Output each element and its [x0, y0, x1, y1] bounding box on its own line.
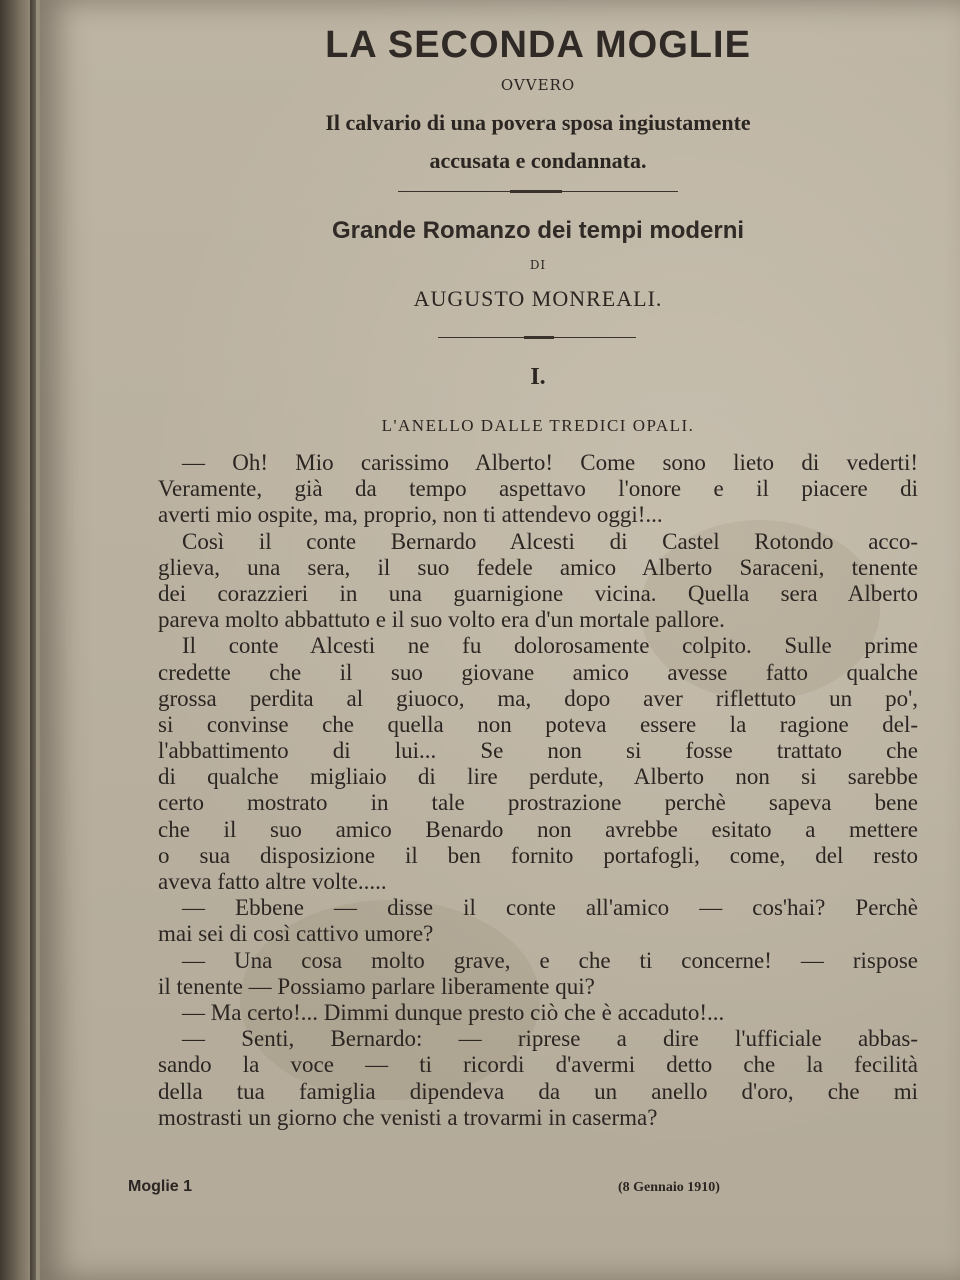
divider-rule-accent [524, 336, 554, 339]
divider-rule-accent [510, 190, 562, 193]
spine-edge [30, 0, 36, 1280]
novel-subtitle: Grande Romanzo dei tempi moderni [331, 217, 745, 244]
text-line: mostrasti un giorno che venisti a trovarmi in caserma? [158, 1104, 658, 1130]
text-line: l'abbattimento di lui... Se non si fosse trattato che [158, 738, 918, 764]
footer-signature: Moglie 1 [128, 1178, 193, 1195]
text-line: Veramente, già da tempo aspettavo l'onore e il piacere di [158, 476, 918, 502]
text-line: — Una cosa molto grave, e che ti concerne! — rispose [182, 947, 918, 973]
ovvero-label: OVVERO [500, 76, 576, 94]
text-line: pareva molto abbattuto e il suo volto era d'un mortale pallore. [158, 607, 725, 633]
footer-date: (8 Gennaio 1910) [618, 1180, 720, 1195]
subtitle-line: accusata e condannata. [429, 148, 647, 173]
text-line: — Oh! Mio carissimo Alberto! Come sono lieto di vederti! [182, 450, 918, 475]
text-line: o sua disposizione il ben fornito portafogli, come, del resto [158, 842, 918, 868]
book-subtitle [158, 104, 918, 180]
text-line: si convinse che quella non poteva essere la ragione del- [158, 711, 918, 737]
author-name: AUGUSTO MONREALI. [413, 286, 663, 311]
text-line: che il suo amico Benardo non avrebbe esitato a mettere [158, 816, 918, 842]
chapter-number: I. [530, 364, 546, 390]
text-line: di qualche migliaio di lire perdute, Alberto non si sarebbe [158, 764, 918, 790]
text-line: certo mostrato in tale prostrazione perchè sapeva bene [158, 790, 918, 816]
chapter-title: L'ANELLO DALLE TREDICI OPALI. [381, 416, 695, 435]
text-line: Così il conte Bernardo Alcesti di Castel Rotondo acco- [182, 528, 918, 554]
text-line: — Senti, Bernardo: — riprese a dire l'ufficiale abbas- [182, 1026, 918, 1052]
text-line: Il conte Alcesti ne fu dolorosamente colpito. Sulle prime [182, 633, 918, 659]
book-title: LA SECONDA MOGLIE [325, 24, 751, 66]
text-line: averti mio ospite, ma, proprio, non ti attendevo oggi!... [158, 502, 663, 528]
text-line: dei corazzieri in una guarnigione vicina. Quella sera Alberto [158, 580, 918, 606]
text-line: — Ebbene — disse il conte all'amico — cos'hai? Perchè [182, 895, 918, 921]
text-line: — Ma certo!... Dimmi dunque presto ciò che è accaduto!... [182, 999, 725, 1025]
book-page [40, 0, 960, 1280]
body-text [158, 450, 918, 1131]
text-line: il tenente — Possiamo parlare liberamente qui? [158, 973, 595, 999]
text-line: credette che il suo giovane amico avesse fatto qualche [158, 659, 918, 685]
di-label: DI [529, 258, 547, 272]
text-line: sando la voce — ti ricordi d'avermi detto che la fecilità [158, 1052, 918, 1078]
text-line: grossa perdita al giuoco, ma, dopo aver riflettuto un po', [158, 685, 918, 711]
text-line: mai sei di così cattivo umore? [158, 921, 434, 947]
text-line: glieva, una sera, il suo fedele amico Alberto Saraceni, tenente [158, 554, 918, 580]
text-line: aveva fatto altre volte..... [158, 869, 387, 894]
text-line: della tua famiglia dipendeva da un anello d'oro, che mi [158, 1078, 918, 1104]
subtitle-line: Il calvario di una povera sposa ingiustamente [325, 110, 751, 135]
